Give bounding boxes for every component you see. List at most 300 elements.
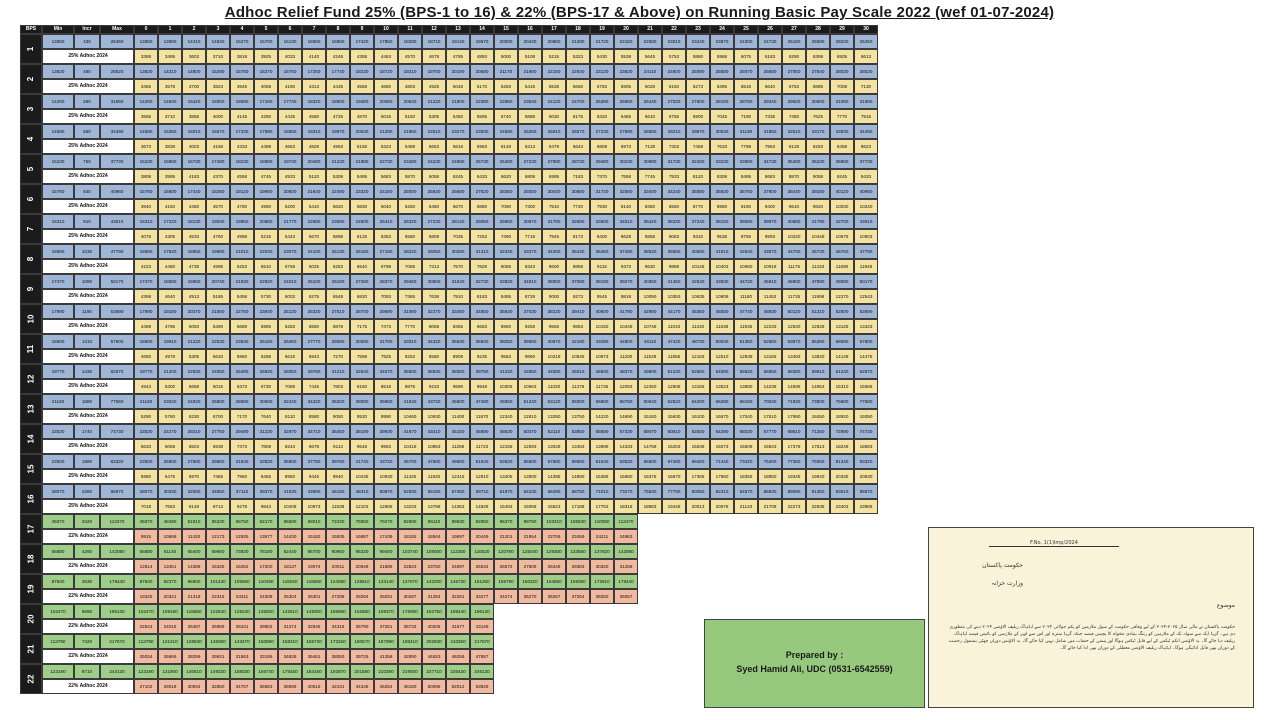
stage-basic-pay: 19040 xyxy=(206,214,230,229)
stage-adhoc-amount: 7365 xyxy=(398,289,422,304)
stage-basic-pay: 22630 xyxy=(182,364,206,379)
stage-basic-pay: 20860 xyxy=(542,34,566,49)
stage-adhoc-amount: 9233 xyxy=(422,379,446,394)
stage-basic-pay: 45730 xyxy=(806,244,830,259)
stage-adhoc-amount: 23968 xyxy=(854,499,878,514)
stage-adhoc-amount: 5688 xyxy=(230,319,254,334)
stage-basic-pay: 31210 xyxy=(326,364,350,379)
stage-basic-pay: 52660 xyxy=(686,364,710,379)
stage-adhoc-amount: 6003 xyxy=(278,289,302,304)
stage-basic-pay: 21980 xyxy=(350,154,374,169)
adhoc-row-label: 25% Adhoc 2024 xyxy=(42,49,134,64)
stage-basic-pay: 37240 xyxy=(686,214,710,229)
stage-basic-pay: 57450 xyxy=(446,484,470,499)
stage-adhoc-amount: 7465 xyxy=(206,469,230,484)
stage-basic-pay: 41840 xyxy=(398,394,422,409)
stage-adhoc-amount: 6730 xyxy=(254,379,278,394)
stage-basic-pay: 55600 xyxy=(518,454,542,469)
stage-adhoc-amount: 5660 xyxy=(566,79,590,94)
header-bps: BPS xyxy=(20,25,42,34)
stage-basic-pay: 43890 xyxy=(302,484,326,499)
header-stage: 20 xyxy=(614,25,638,34)
adhoc-row-label: 25% Adhoc 2024 xyxy=(42,319,134,334)
stage-basic-pay: 26460 xyxy=(278,334,302,349)
stage-adhoc-amount: 21143 xyxy=(734,499,758,514)
adhoc-row-label: 25% Adhoc 2024 xyxy=(42,289,134,304)
stage-adhoc-amount: 4463 xyxy=(374,49,398,64)
stage-basic-pay: 19140 xyxy=(446,34,470,49)
stage-adhoc-amount: 9520 xyxy=(350,409,374,424)
stage-adhoc-amount: 3710 xyxy=(158,109,182,124)
stage-adhoc-amount: 9610 xyxy=(782,199,806,214)
stage-basic-pay: 71250 xyxy=(806,424,830,439)
stage-adhoc-amount: 14890 xyxy=(566,469,590,484)
stage-basic-pay: 47680 xyxy=(422,454,446,469)
stage-basic-pay: 30560 xyxy=(254,394,278,409)
stage-basic-pay: 18900 xyxy=(326,94,350,109)
adhoc-row-label: 25% Adhoc 2024 xyxy=(42,109,134,124)
stage-basic-pay: 27520 xyxy=(470,184,494,199)
stage-basic-pay: 47990 xyxy=(806,274,830,289)
scale-min: 14260 xyxy=(42,94,74,109)
stage-basic-pay: 71010 xyxy=(590,484,614,499)
stage-basic-pay: 33170 xyxy=(806,124,830,139)
stage-adhoc-amount: 4333 xyxy=(230,139,254,154)
stage-adhoc-amount: 14768 xyxy=(638,439,662,454)
stage-basic-pay: 169370 xyxy=(374,604,398,619)
stage-basic-pay: 13550 xyxy=(134,34,158,49)
bps-number xyxy=(20,304,42,334)
stage-adhoc-amount: 3388 xyxy=(134,49,158,64)
stage-basic-pay: 129300 xyxy=(542,544,566,559)
stage-adhoc-amount: 8085 xyxy=(494,259,518,274)
notification-reference: F.No. 1(1)Imp/2024 xyxy=(989,540,1119,547)
stage-basic-pay: 29460 xyxy=(398,274,422,289)
stage-basic-pay: 24110 xyxy=(638,64,662,79)
stage-basic-pay: 34730 xyxy=(758,154,782,169)
stage-basic-pay: 21720 xyxy=(590,34,614,49)
stage-basic-pay: 33820 xyxy=(494,274,518,289)
stage-basic-pay: 23270 xyxy=(446,124,470,139)
stage-adhoc-amount: 10663 xyxy=(518,379,542,394)
stage-basic-pay: 128610 xyxy=(350,574,374,589)
bps-number xyxy=(20,124,42,154)
stage-basic-pay: 23540 xyxy=(518,94,542,109)
stage-adhoc-amount: 9548 xyxy=(350,439,374,454)
stage-basic-pay: 37600 xyxy=(758,184,782,199)
stage-basic-pay: 36330 xyxy=(662,214,686,229)
stage-adhoc-amount: 10408 xyxy=(278,499,302,514)
prepared-by-box xyxy=(704,619,925,708)
stage-adhoc-amount: 4580 xyxy=(302,109,326,124)
stage-basic-pay: 28140 xyxy=(446,214,470,229)
stage-basic-pay: 26320 xyxy=(302,304,326,319)
stage-basic-pay: 86110 xyxy=(422,514,446,529)
stage-basic-pay: 52930 xyxy=(398,484,422,499)
stage-basic-pay: 62550 xyxy=(686,424,710,439)
stage-adhoc-amount: 16570 xyxy=(710,409,734,424)
scale-max: 178440 xyxy=(100,574,134,589)
stage-basic-pay: 22150 xyxy=(542,64,566,79)
scale-max: 47790 xyxy=(100,244,134,259)
stage-adhoc-amount: 5985 xyxy=(254,319,278,334)
scale-min: 13820 xyxy=(42,64,74,79)
stage-adhoc-amount: 6478 xyxy=(542,139,566,154)
header-stage: 16 xyxy=(518,25,542,34)
stage-adhoc-amount: 10873 xyxy=(590,349,614,364)
stage-adhoc-amount: 6283 xyxy=(278,319,302,334)
stage-adhoc-amount: 18248 xyxy=(830,439,854,454)
stage-basic-pay: 25490 xyxy=(230,364,254,379)
adhoc-row-label: 25% Adhoc 2024 xyxy=(42,259,134,274)
stage-adhoc-amount: 4033 xyxy=(278,49,302,64)
stage-basic-pay: 28680 xyxy=(230,394,254,409)
stage-adhoc-amount: 7175 xyxy=(350,319,374,334)
stage-basic-pay: 128630 xyxy=(182,634,206,649)
stage-basic-pay: 39410 xyxy=(566,304,590,319)
stage-basic-pay: 40580 xyxy=(686,244,710,259)
stage-basic-pay: 26070 xyxy=(734,64,758,79)
stage-adhoc-amount: 12415 xyxy=(446,469,470,484)
stage-adhoc-amount: 6613 xyxy=(854,49,878,64)
stage-adhoc-amount: 7445 xyxy=(302,379,326,394)
stage-adhoc-amount: 12158 xyxy=(494,439,518,454)
stage-adhoc-amount: 7480 xyxy=(782,109,806,124)
header-stage: 6 xyxy=(278,25,302,34)
stage-basic-pay: 45360 xyxy=(686,304,710,319)
stage-basic-pay: 165730 xyxy=(302,634,326,649)
stage-basic-pay: 21770 xyxy=(278,214,302,229)
header-incr: Incr xyxy=(74,25,100,34)
stage-basic-pay: 39930 xyxy=(374,424,398,439)
stage-adhoc-amount: 5000 xyxy=(494,49,518,64)
stage-adhoc-amount: 8293 xyxy=(806,139,830,154)
stage-basic-pay: 25150 xyxy=(254,334,278,349)
bps-number-text: 6 xyxy=(25,196,35,202)
stage-adhoc-amount: 14475 xyxy=(854,349,878,364)
stage-basic-pay: 20430 xyxy=(518,34,542,49)
stage-basic-pay: 55520 xyxy=(734,364,758,379)
stage-adhoc-amount: 8308 xyxy=(710,169,734,184)
stage-basic-pay: 87840 xyxy=(134,574,158,589)
stage-adhoc-amount: 5830 xyxy=(350,199,374,214)
stage-basic-pay: 55190 xyxy=(422,484,446,499)
stage-adhoc-amount: 9993 xyxy=(758,229,782,244)
stage-adhoc-amount: 8600 xyxy=(542,259,566,274)
stage-adhoc-amount: 11288 xyxy=(446,439,470,454)
stage-basic-pay: 82690 xyxy=(398,514,422,529)
stage-adhoc-amount: 8518 xyxy=(374,379,398,394)
adhoc-row-label: 22% Adhoc 2024 xyxy=(42,679,134,694)
stage-adhoc-amount: 4313 xyxy=(302,79,326,94)
bps-number-text: 9 xyxy=(25,286,35,292)
stage-basic-pay: 34650 xyxy=(470,304,494,319)
notification-subject: موضوع xyxy=(1216,602,1235,609)
bps-number xyxy=(20,94,42,124)
bps-number xyxy=(20,274,42,304)
stage-adhoc-amount: 9915 xyxy=(134,529,158,544)
stage-adhoc-amount: 12838 xyxy=(734,349,758,364)
stage-basic-pay: 30330 xyxy=(158,484,182,499)
stage-basic-pay: 217670 xyxy=(470,634,494,649)
stage-basic-pay: 16730 xyxy=(182,154,206,169)
stage-adhoc-amount: 31374 xyxy=(278,619,302,634)
stage-basic-pay: 29960 xyxy=(494,214,518,229)
stage-adhoc-amount: 17040 xyxy=(734,409,758,424)
stage-adhoc-amount: 11538 xyxy=(326,499,350,514)
stage-adhoc-amount: 27102 xyxy=(134,679,158,694)
stage-basic-pay: 115850 xyxy=(182,604,206,619)
stage-adhoc-amount: 12828 xyxy=(806,319,830,334)
stage-basic-pay: 48490 xyxy=(158,514,182,529)
stage-adhoc-amount: 47887 xyxy=(470,649,494,664)
stage-adhoc-amount: 8908 xyxy=(446,349,470,364)
stage-basic-pay: 16580 xyxy=(230,94,254,109)
stage-basic-pay: 29860 xyxy=(206,454,230,469)
stage-adhoc-amount: 25304 xyxy=(278,589,302,604)
scale-max: 95870 xyxy=(100,484,134,499)
stage-basic-pay: 29480 xyxy=(590,154,614,169)
page-title: Adhoc Relief Fund 25% (BPS-1 to 16) & 22% (BPS-17 & Above) on Running Basic Pay Scale 2022 (wef 01-07-2024) xyxy=(224,4,1055,21)
stage-adhoc-amount: 9538 xyxy=(710,229,734,244)
stage-basic-pay: 68160 xyxy=(734,394,758,409)
header-stage: 21 xyxy=(638,25,662,34)
stage-adhoc-amount: 6763 xyxy=(782,79,806,94)
scale-min: 45070 xyxy=(42,514,74,529)
stage-adhoc-amount: 7170 xyxy=(230,409,254,424)
stage-adhoc-amount: 4305 xyxy=(158,229,182,244)
stage-basic-pay: 23320 xyxy=(350,184,374,199)
stage-basic-pay: 48930 xyxy=(758,304,782,319)
stage-adhoc-amount: 20578 xyxy=(710,499,734,514)
stage-basic-pay: 136050 xyxy=(206,634,230,649)
stage-adhoc-amount: 8183 xyxy=(470,289,494,304)
stage-basic-pay: 22480 xyxy=(326,184,350,199)
stage-basic-pay: 22730 xyxy=(374,154,398,169)
stage-basic-pay: 59560 xyxy=(566,454,590,469)
stage-adhoc-amount: 44348 xyxy=(350,679,374,694)
stage-adhoc-amount: 6518 xyxy=(734,79,758,94)
stage-adhoc-amount: 8875 xyxy=(398,379,422,394)
stage-basic-pay: 43410 xyxy=(422,424,446,439)
stage-basic-pay: 20370 xyxy=(182,304,206,319)
stage-adhoc-amount: 4570 xyxy=(398,49,422,64)
stage-basic-pay: 135920 xyxy=(254,604,278,619)
stage-basic-pay: 42540 xyxy=(686,274,710,289)
stage-adhoc-amount: 7915 xyxy=(854,109,878,124)
stage-adhoc-amount: 4360 xyxy=(182,199,206,214)
stage-basic-pay: 14840 xyxy=(206,34,230,49)
stage-basic-pay: 33370 xyxy=(518,244,542,259)
bps-number xyxy=(20,454,42,484)
stage-basic-pay: 22610 xyxy=(422,124,446,139)
stage-basic-pay: 28030 xyxy=(830,64,854,79)
stage-adhoc-amount: 5960 xyxy=(230,349,254,364)
stage-adhoc-amount: 17378 xyxy=(782,439,806,454)
stage-basic-pay: 25590 xyxy=(806,34,830,49)
stage-adhoc-amount: 16870 xyxy=(662,469,686,484)
stage-basic-pay: 123190 xyxy=(134,664,158,679)
scale-incr: 490 xyxy=(74,64,100,79)
stage-adhoc-amount: 18355 xyxy=(734,469,758,484)
bps-number-text: 2 xyxy=(25,76,35,82)
stage-basic-pay: 18950 xyxy=(182,244,206,259)
stage-basic-pay: 28220 xyxy=(398,244,422,259)
stage-basic-pay: 32340 xyxy=(494,244,518,259)
stage-basic-pay: 20190 xyxy=(446,64,470,79)
stage-basic-pay: 75530 xyxy=(638,484,662,499)
stage-adhoc-amount: 19448 xyxy=(662,499,686,514)
stage-adhoc-amount: 10853 xyxy=(422,439,446,454)
stage-basic-pay: 32560 xyxy=(614,184,638,199)
stage-basic-pay: 15780 xyxy=(230,64,254,79)
stage-basic-pay: 96370 xyxy=(494,514,518,529)
stage-adhoc-amount: 7583 xyxy=(158,499,182,514)
stage-basic-pay: 28700 xyxy=(350,304,374,319)
stage-basic-pay: 175450 xyxy=(278,664,302,679)
bps-number xyxy=(20,184,42,214)
bps-number-text: 7 xyxy=(25,226,35,232)
stage-adhoc-amount: 23403 xyxy=(830,499,854,514)
stage-basic-pay: 149300 xyxy=(302,604,326,619)
stage-basic-pay: 40360 xyxy=(638,274,662,289)
stage-adhoc-amount: 11528 xyxy=(638,349,662,364)
stage-basic-pay: 29250 xyxy=(422,244,446,259)
stage-basic-pay: 210250 xyxy=(446,634,470,649)
stage-basic-pay: 17220 xyxy=(158,214,182,229)
stage-basic-pay: 25900 xyxy=(158,454,182,469)
stage-adhoc-amount: 7473 xyxy=(374,319,398,334)
stage-basic-pay: 116520 xyxy=(470,544,494,559)
header-stage: 0 xyxy=(134,25,158,34)
adhoc-row-label: 25% Adhoc 2024 xyxy=(42,79,134,94)
stage-adhoc-amount: 4680 xyxy=(374,79,398,94)
stage-basic-pay: 89090 xyxy=(782,484,806,499)
stage-adhoc-amount: 7963 xyxy=(758,139,782,154)
stage-adhoc-amount: 5538 xyxy=(614,49,638,64)
bps-number-text: 5 xyxy=(25,166,35,172)
scale-min: 15230 xyxy=(42,154,74,169)
stage-basic-pay: 30500 xyxy=(806,94,830,109)
stage-basic-pay: 17420 xyxy=(350,34,374,49)
stage-adhoc-amount: 4738 xyxy=(182,259,206,274)
stage-adhoc-amount: 9630 xyxy=(638,259,662,274)
stage-adhoc-amount: 14395 xyxy=(542,469,566,484)
stage-adhoc-amount: 33277 xyxy=(470,589,494,604)
stage-basic-pay: 33010 xyxy=(398,334,422,349)
stage-basic-pay: 47740 xyxy=(734,304,758,319)
stage-adhoc-amount: 11735 xyxy=(590,379,614,394)
scale-max: 244130 xyxy=(100,664,134,679)
stage-basic-pay: 96900 xyxy=(182,574,206,589)
stage-adhoc-amount: 8350 xyxy=(638,199,662,214)
stage-basic-pay: 50040 xyxy=(710,334,734,349)
stage-adhoc-amount: 12173 xyxy=(206,529,230,544)
stage-basic-pay: 86700 xyxy=(302,544,326,559)
scale-min: 21160 xyxy=(42,394,74,409)
stage-basic-pay: 55000 xyxy=(566,394,590,409)
stage-basic-pay: 41450 xyxy=(662,274,686,289)
stage-adhoc-amount: 5968 xyxy=(710,49,734,64)
stage-adhoc-amount: 6580 xyxy=(302,319,326,334)
stage-adhoc-amount: 6460 xyxy=(422,199,446,214)
stage-adhoc-amount: 10305 xyxy=(494,379,518,394)
stage-basic-pay: 106630 xyxy=(566,514,590,529)
stage-adhoc-amount: 3565 xyxy=(134,109,158,124)
stage-basic-pay: 18720 xyxy=(374,64,398,79)
stage-basic-pay: 15980 xyxy=(158,154,182,169)
adhoc-row-label: 25% Adhoc 2024 xyxy=(42,139,134,154)
stage-basic-pay: 103740 xyxy=(398,544,422,559)
adhoc-row-label: 25% Adhoc 2024 xyxy=(42,199,134,214)
stage-basic-pay: 39280 xyxy=(806,184,830,199)
stage-adhoc-amount: 4140 xyxy=(302,49,326,64)
stage-basic-pay: 176060 xyxy=(398,604,422,619)
stage-basic-pay: 34320 xyxy=(422,334,446,349)
stage-basic-pay: 41670 xyxy=(398,424,422,439)
stage-adhoc-amount: 4078 xyxy=(134,229,158,244)
stage-adhoc-amount: 37261 xyxy=(374,619,398,634)
stage-basic-pay: 46150 xyxy=(326,484,350,499)
stage-adhoc-amount: 9843 xyxy=(254,499,278,514)
stage-adhoc-amount: 4168 xyxy=(206,139,230,154)
stage-adhoc-amount: 24697 xyxy=(446,559,470,574)
stage-basic-pay: 16000 xyxy=(206,94,230,109)
stage-adhoc-amount: 15160 xyxy=(638,409,662,424)
stage-adhoc-amount: 46255 xyxy=(446,649,470,664)
stage-basic-pay: 34850 xyxy=(206,484,230,499)
stage-adhoc-amount: 11433 xyxy=(806,259,830,274)
stage-basic-pay: 44170 xyxy=(662,304,686,319)
stage-adhoc-amount: 5293 xyxy=(494,79,518,94)
stage-adhoc-amount: 15182 xyxy=(302,529,326,544)
stage-adhoc-amount: 29902 xyxy=(254,619,278,634)
stage-basic-pay: 23840 xyxy=(230,334,254,349)
stage-basic-pay: 95220 xyxy=(350,544,374,559)
stage-basic-pay: 21950 xyxy=(398,124,422,139)
stage-adhoc-amount: 7263 xyxy=(470,229,494,244)
stage-basic-pay: 26320 xyxy=(398,214,422,229)
stage-adhoc-amount: 7035 xyxy=(446,229,470,244)
stage-adhoc-amount: 7370 xyxy=(590,169,614,184)
stage-adhoc-amount: 5740 xyxy=(494,109,518,124)
stage-basic-pay: 39550 xyxy=(662,244,686,259)
stage-adhoc-amount: 17813 xyxy=(806,439,830,454)
scale-max: 77560 xyxy=(100,394,134,409)
stage-adhoc-amount: 9890 xyxy=(518,349,542,364)
stage-adhoc-amount: 40205 xyxy=(422,619,446,634)
stage-basic-pay: 30390 xyxy=(350,334,374,349)
stage-basic-pay: 63520 xyxy=(614,454,638,469)
stage-basic-pay: 39370 xyxy=(254,484,278,499)
bps-number-text: 8 xyxy=(25,256,35,262)
stage-basic-pay: 71440 xyxy=(710,454,734,469)
stage-basic-pay: 18130 xyxy=(182,214,206,229)
stage-basic-pay: 21560 xyxy=(206,304,230,319)
stage-basic-pay: 24230 xyxy=(422,154,446,169)
header-stage: 3 xyxy=(206,25,230,34)
stage-basic-pay: 23010 xyxy=(662,34,686,49)
stage-adhoc-amount: 5620 xyxy=(326,199,350,214)
stage-basic-pay: 21230 xyxy=(326,154,350,169)
stage-adhoc-amount: 5885 xyxy=(518,109,542,124)
stage-adhoc-amount: 6250 xyxy=(398,199,422,214)
stage-adhoc-amount: 8068 xyxy=(422,319,446,334)
stage-basic-pay: 33600 xyxy=(590,214,614,229)
stage-adhoc-amount: 4533 xyxy=(182,229,206,244)
stage-basic-pay: 20000 xyxy=(494,34,518,49)
stage-basic-pay: 40600 xyxy=(590,304,614,319)
